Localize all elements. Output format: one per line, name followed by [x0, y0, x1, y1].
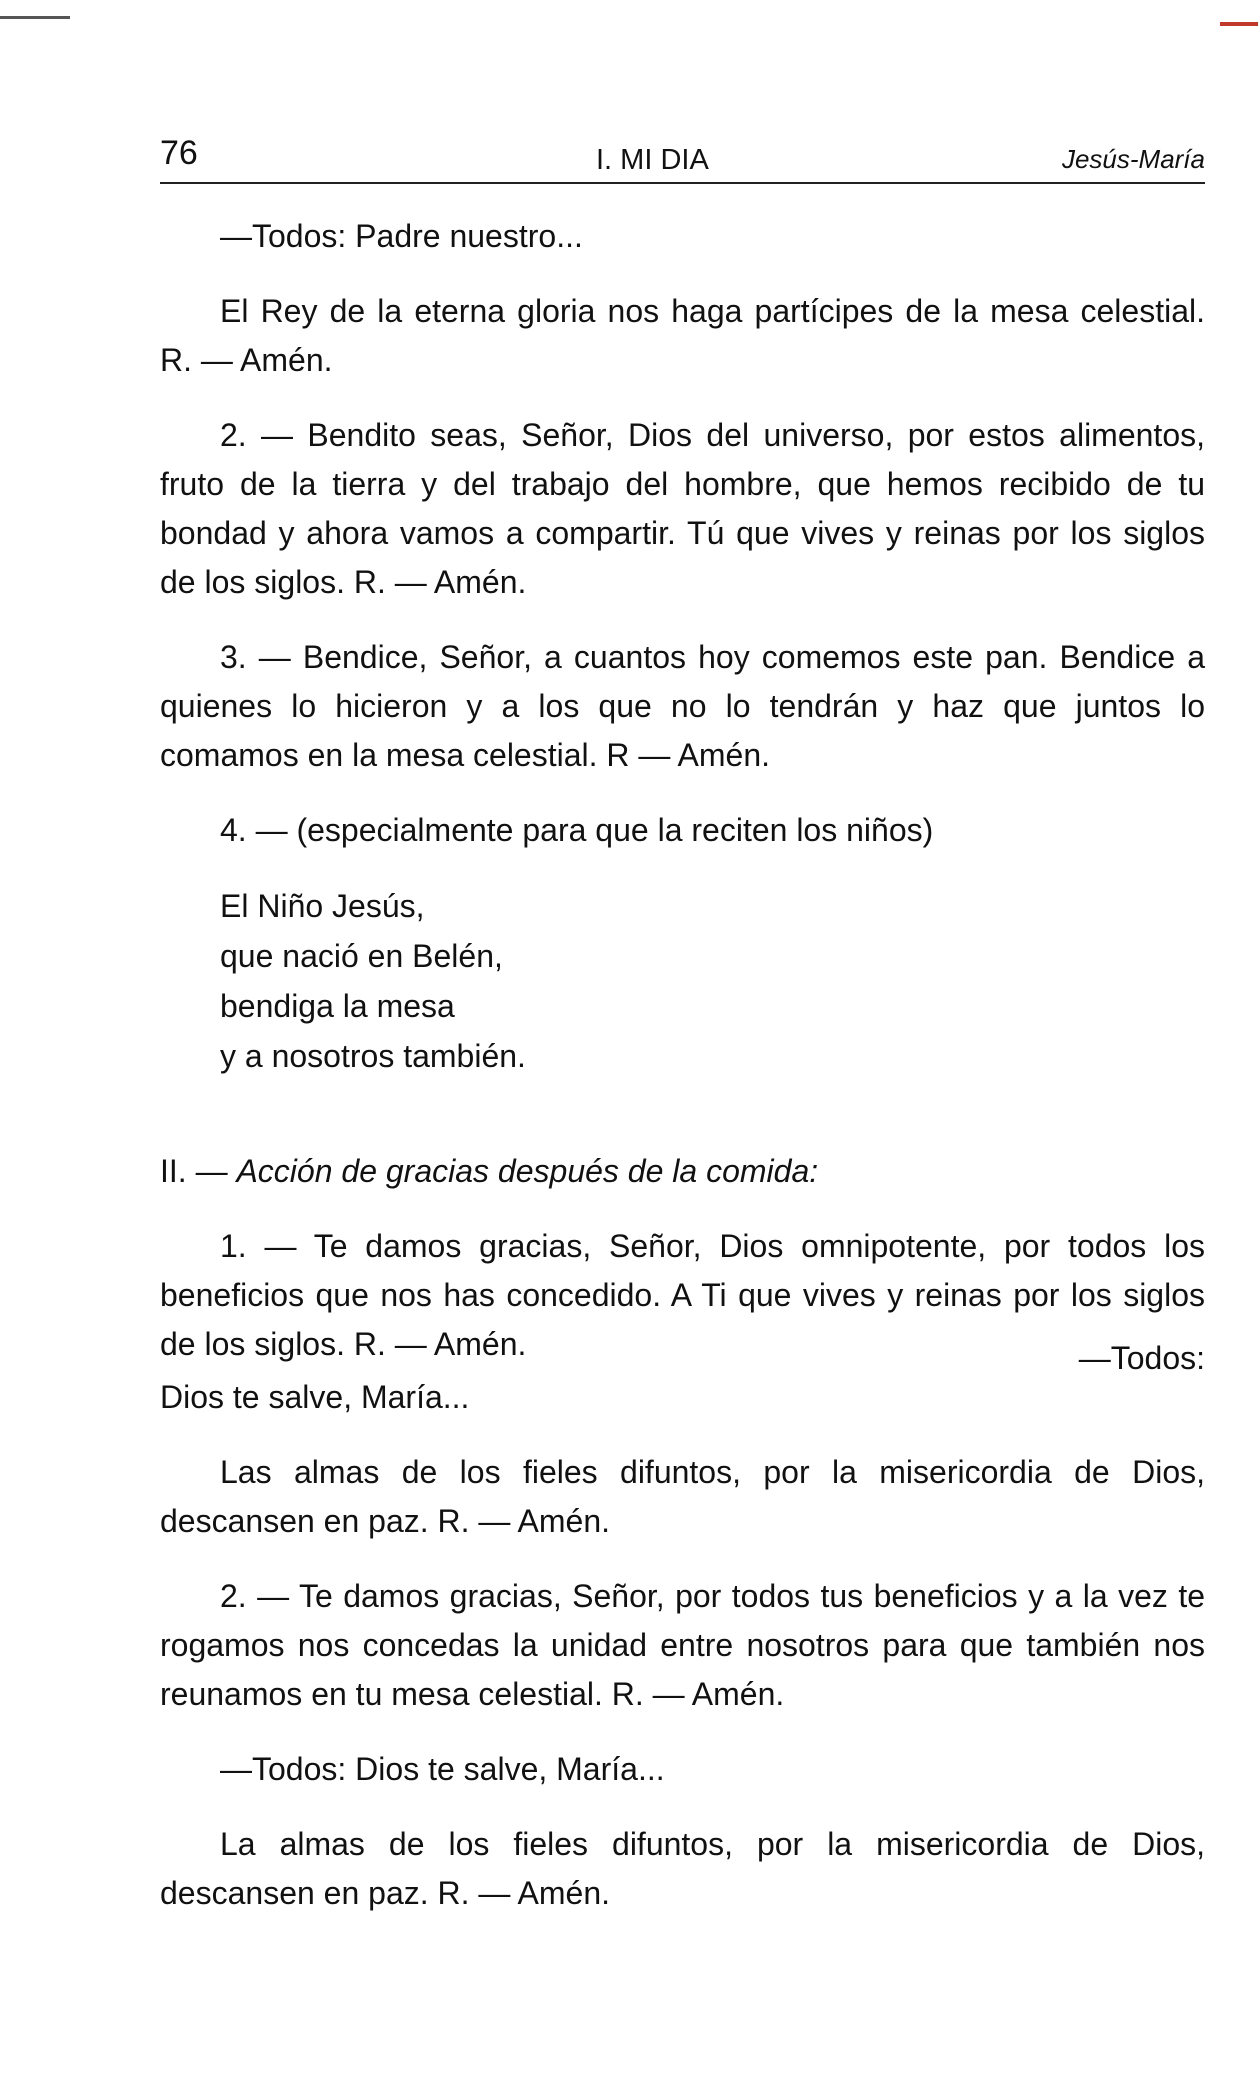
paragraph-ninos: 4. — (especialmente para que la reciten los niños) [220, 812, 934, 848]
paragraph-rey-gloria: El Rey de la eterna gloria nos haga partícipes de la mesa celestial. R. — Amén. [160, 293, 1205, 378]
section-title: I. MI DIA [596, 144, 709, 176]
paragraph-bendice-senor: 3. — Bendice, Señor, a cuantos hoy comemos este pan. Bendice a quienes lo hicieron y a los que no lo tendrán y haz que juntos lo comamos en la mesa celestial. R — Amén. [160, 639, 1205, 773]
verse-line: bendiga la mesa [220, 988, 455, 1024]
paragraph-todos-padre: —Todos: Padre nuestro... [220, 218, 583, 254]
paragraph-almas-fieles-2: La almas de los fieles difuntos, por la misericordia de Dios, descansen en paz. R. — Amén. [160, 1826, 1205, 1911]
scan-edge-mark-red [1220, 22, 1258, 26]
paragraph-almas-fieles-1: Las almas de los fieles difuntos, por la misericordia de Dios, descansen en paz. R. — Amén. [160, 1454, 1205, 1539]
book-page [160, 130, 1205, 1918]
verse-line: que nació en Belén, [220, 938, 503, 974]
paragraph-todos-dios: —Todos: Dios te salve, María... [220, 1751, 665, 1787]
paragraph-bendito-seas: 2. — Bendito seas, Señor, Dios del universo, por estos alimentos, fruto de la tierra y del trabajo del hombre, que hemos recibido de tu bondad y ahora vamos a compartir. Tú que vives y reinas por los siglos de los siglos. R. — Amén. [160, 417, 1205, 600]
heading-number: II. — [160, 1153, 237, 1189]
paragraph-text: 1. — Te damos gracias, Señor, Dios omnipotente, por todos los beneficios que nos has concedido. A Ti que vives y reinas por los siglos de los siglos. R. — Amén. [160, 1228, 1205, 1362]
heading-text: Acción de gracias después de la comida: [236, 1153, 819, 1189]
page-header [160, 130, 1205, 184]
todos-label: —Todos: [1078, 1340, 1205, 1376]
paragraph-damos-gracias-2: 2. — Te damos gracias, Señor, por todos tus beneficios y a la vez te rogamos nos concedas la unidad entre nosotros para que también nos reunamos en tu mesa celestial. R. — Amén. [160, 1578, 1205, 1712]
paragraph-damos-gracias-1 [160, 1222, 1205, 1376]
verse-line: El Niño Jesús, [220, 888, 425, 924]
page-number: 76 [160, 134, 198, 172]
verse-block [220, 881, 1205, 1081]
scan-edge-mark [0, 16, 70, 19]
running-title: Jesús-María [1061, 144, 1205, 174]
page-content [160, 212, 1205, 1918]
verse-line: y a nosotros también. [220, 1038, 526, 1074]
paragraph-dios-te-salve: Dios te salve, María... [160, 1379, 470, 1415]
section-heading [160, 1147, 1205, 1196]
